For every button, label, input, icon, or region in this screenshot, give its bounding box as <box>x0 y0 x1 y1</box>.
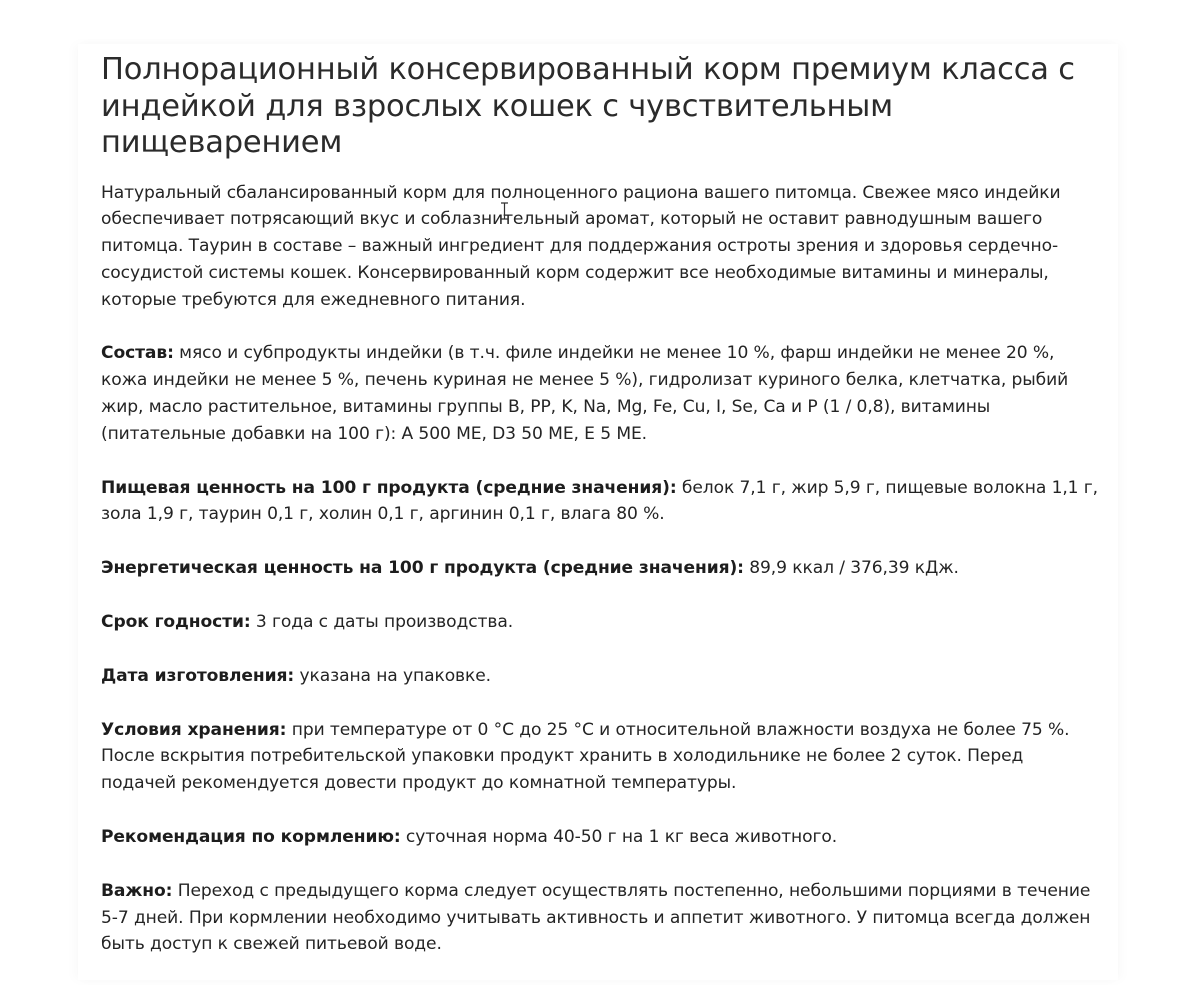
composition-text: мясо и субпродукты индейки (в т.ч. филе индейки не менее 10 %, фарш индейки не менее 20 %, кожа индейки не менее 5 %, печень куриная не менее 5 %), гидролизат куриного белка, клетчатка, рыбий жир, масло растительное, витамины группы B, PP, K, Na, Mg, Fe, Cu, I, Se, Ca и P (1 / 0,8), витамины (питательные добавки на 100 г): A 500 ME, D3 50 ME, E 5 ME. <box>101 343 1069 444</box>
feeding-section <box>101 824 1101 851</box>
important-section <box>101 878 1101 958</box>
shelf-life-section <box>101 609 1101 636</box>
storage-section <box>101 717 1101 797</box>
feeding-text: суточная норма 40-50 г на 1 кг веса животного. <box>400 827 838 848</box>
shelf-life-label: Срок годности: <box>101 612 251 633</box>
page-title: Полнорационный консервированный корм премиум класса с индейкой для взрослых кошек с чувствительным пищеварением <box>101 52 1075 160</box>
manufacture-date-text: указана на упаковке. <box>294 665 492 686</box>
product-description <box>101 52 1101 958</box>
description-paragraph: Натуральный сбалансированный корм для полноценного рациона вашего питомца. Свежее мясо индейки обеспечивает потрясающий вкус и соблазнительный аромат, который не оставит равнодушным вашего питомца. Таурин в составе – важный ингредиент для поддержания остроты зрения и здоровья сердечно-сосудистой системы кошек. Консервированный корм содержит все необходимые витамины и минералы, которые требуются для ежедневного питания. <box>101 182 1061 310</box>
composition-section <box>101 340 1101 447</box>
important-label: Важно: <box>101 880 173 901</box>
nutrition-label: Пищевая ценность на 100 г продукта (средние значения): <box>101 477 677 498</box>
important-text: Переход с предыдущего корма следует осуществлять постепенно, небольшими порциями в течение 5-7 дней. При кормлении необходимо учитывать активность и аппетит животного. У питомца всегда должен быть доступ к свежей питьевой воде. <box>101 880 1091 955</box>
text-cursor-icon <box>500 202 509 220</box>
manufacture-date-section <box>101 663 1101 690</box>
composition-label: Состав: <box>101 343 174 364</box>
nutrition-section <box>101 475 1101 529</box>
energy-section <box>101 555 1101 582</box>
energy-label: Энергетическая ценность на 100 г продукта (средние значения): <box>101 558 744 579</box>
manufacture-date-label: Дата изготовления: <box>101 665 295 686</box>
shelf-life-text: 3 года с даты производства. <box>250 612 514 633</box>
storage-label: Условия хранения: <box>101 719 287 740</box>
nutrition-text: белок 7,1 г, жир 5,9 г, пищевые волокна 1,1 г, зола 1,9 г, таурин 0,1 г, холин 0,1 г, аргинин 0,1 г, влага 80 %. <box>101 477 1099 525</box>
energy-text: 89,9 ккал / 376,39 кДж. <box>743 558 959 579</box>
storage-text: при температуре от 0 °C до 25 °C и относительной влажности воздуха не более 75 %. После вскрытия потребительской упаковки продукт хранить в холодильнике не более 2 суток. Перед подачей рекомендуется довести продукт до комнатной температуры. <box>101 719 1070 794</box>
feeding-label: Рекомендация по кормлению: <box>101 827 401 848</box>
